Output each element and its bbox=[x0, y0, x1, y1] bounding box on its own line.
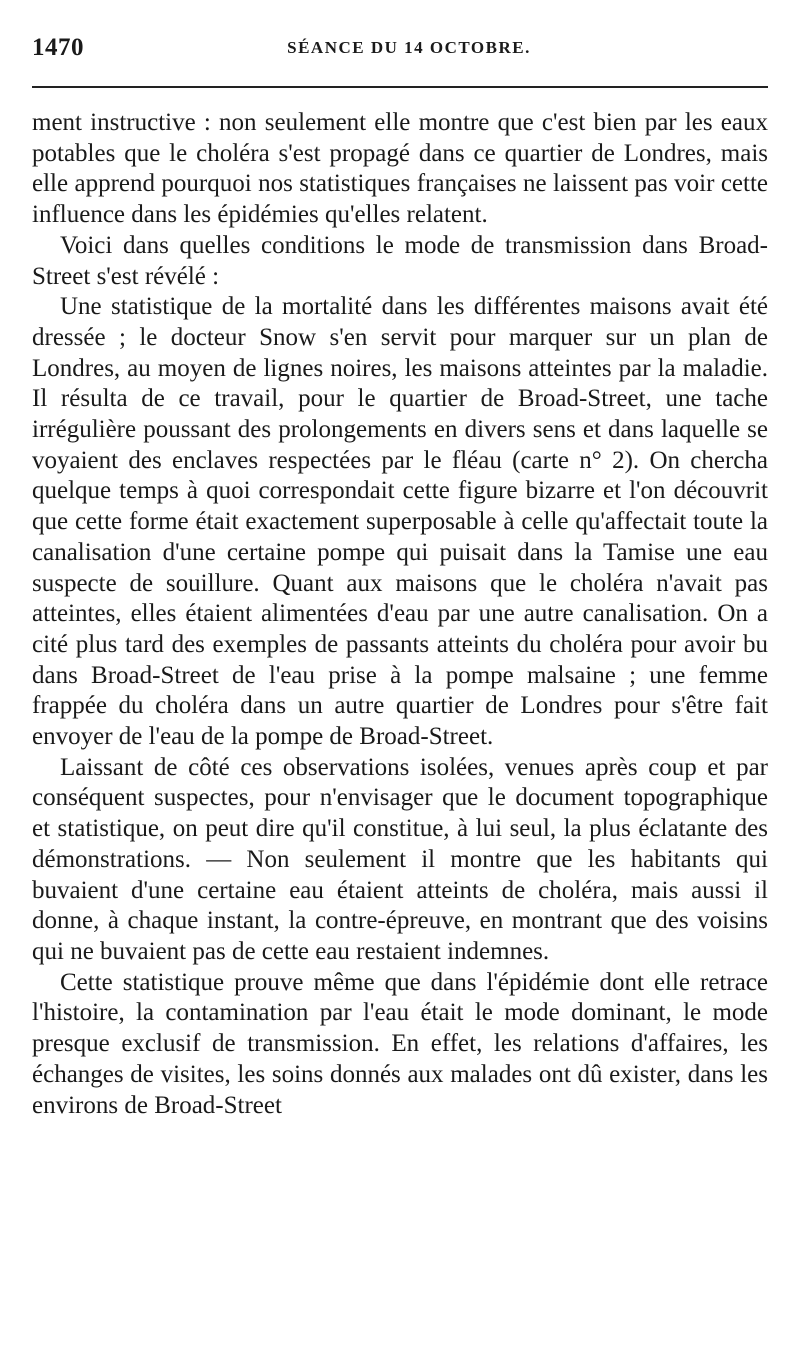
paragraph-1: ment instructive : non seulement elle montre que c'est bien par les eaux potables que le choléra s'est propagé dans ce quartier de Londres, mais elle apprend pourquoi nos statistiques françaises ne laissent pas voir cette influence dans les épidémies qu'elles relatent. bbox=[32, 109, 768, 229]
paragraph-4: Laissant de côté ces observations isolées, venues après coup et par conséquent suspectes, pour n'envisager que le document topographique et statistique, on peut dire qu'il constitue, à lui seul, la plus éclatante des démonstrations. — Non seulement il montre que les habitants qui buvaient d'une certaine eau étaient atteints de choléra, mais aussi il donne, à chaque instant, la contre-épreuve, en montrant que des voisins qui ne buvaient pas de cette eau restaient indemnes. bbox=[32, 753, 768, 965]
running-head bbox=[32, 34, 768, 66]
body-text bbox=[32, 108, 768, 1121]
paragraph-3: Une statistique de la mortalité dans les différentes maisons avait été dressée ; le docteur Snow s'en servit pour marquer sur un plan de Londres, au moyen de lignes noires, les maisons atteintes par la maladie. Il résulta de ce travail, pour le quartier de Broad-Street, une tache irrégulière poussant des prolongements en divers sens et dans laquelle se voyaient des enclaves respectées par le fléau (carte n° 2). On chercha quelque temps à quoi correspondait cette figure bizarre et l'on découvrit que cette forme était exactement superposable à celle qu'affectait toute la canalisation d'une certaine pompe qui puisait dans la Tamise une eau suspecte de souillure. Quant aux maisons que le choléra n'avait pas atteintes, elles étaient alimentées d'eau par une autre canalisation. On a cité plus tard des exemples de passants atteints du choléra pour avoir bu dans Broad-Street de l'eau prise à la pompe malsaine ; une femme frappée du choléra dans un autre quartier de Londres pour s'être fait envoyer de l'eau de la pompe de Broad-Street. bbox=[32, 293, 768, 751]
header-rule bbox=[32, 86, 768, 88]
running-head-title: SÉANCE DU 14 OCTOBRE. bbox=[287, 38, 531, 57]
paragraph-5: Cette statistique prouve même que dans l'épidémie dont elle retrace l'histoire, la contamination par l'eau était le mode dominant, le mode presque exclusif de transmission. En effet, les relations d'affaires, les échanges de visites, les soins donnés aux malades ont dû exister, dans les environs de Broad-Street bbox=[32, 968, 768, 1119]
page-number: 1470 bbox=[32, 34, 84, 61]
paragraph-2: Voici dans quelles conditions le mode de transmission dans Broad-Street s'est révélé : bbox=[32, 231, 768, 290]
